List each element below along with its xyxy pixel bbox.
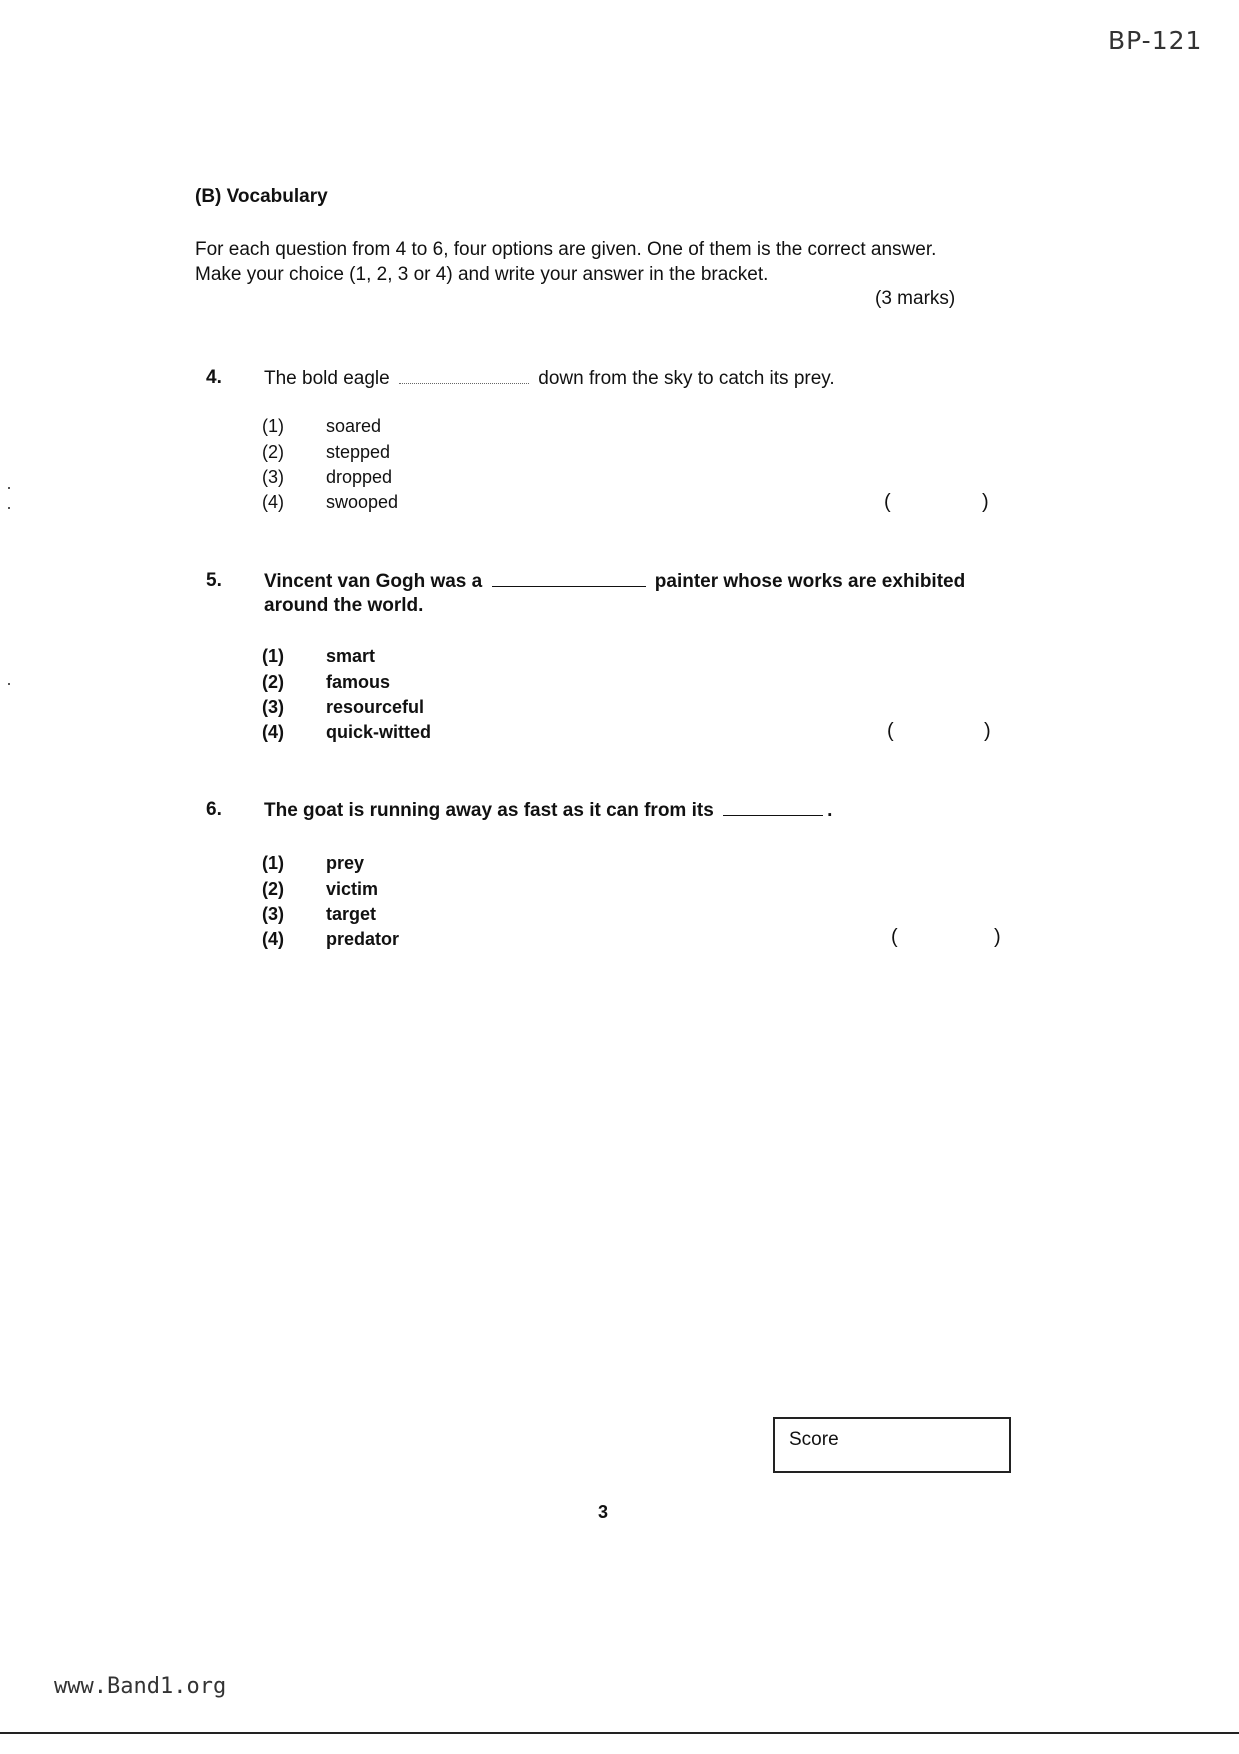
option-number: (2) (262, 442, 284, 462)
option-text: smart (326, 646, 376, 666)
option-number: (3) (262, 904, 284, 924)
question-5-text-before: Vincent van Gogh was a (264, 571, 483, 592)
score-label: Score (789, 1429, 839, 1450)
question-6-text-after: . (827, 800, 833, 821)
answer-bracket-close: ) (982, 491, 989, 513)
option-row (262, 877, 562, 902)
document-code: BP-121 (1108, 26, 1203, 55)
option-number: (3) (262, 697, 284, 717)
score-box[interactable] (773, 1417, 1011, 1473)
question-6-text-before: The goat is running away as fast as it can from its (264, 800, 714, 821)
option-number: (4) (262, 492, 284, 512)
option-text: resourceful (326, 697, 425, 717)
option-row (262, 695, 562, 720)
answer-bracket-close: ) (984, 720, 991, 742)
bottom-rule (0, 1732, 1239, 1734)
option-text: stepped (326, 442, 391, 462)
section-title: (B) Vocabulary (195, 186, 328, 207)
option-row (262, 720, 562, 745)
answer-space-6[interactable] (905, 927, 985, 951)
question-4-options (262, 414, 562, 518)
option-row (262, 644, 562, 669)
option-number: (3) (262, 467, 284, 487)
option-number: (2) (262, 672, 284, 692)
option-text: quick-witted (326, 722, 432, 742)
question-5-number: 5. (206, 570, 222, 591)
scan-mark (8, 507, 10, 509)
website-url: www.Band1.org (54, 1674, 227, 1699)
option-text: soared (326, 416, 382, 436)
scan-mark (8, 683, 10, 685)
question-5-blank[interactable] (492, 568, 646, 587)
marks-allocation: (3 marks) (875, 288, 956, 309)
question-4-blank[interactable] (399, 365, 529, 384)
question-6-options (262, 851, 562, 955)
option-number: (2) (262, 879, 284, 899)
answer-space-5[interactable] (901, 721, 977, 745)
option-text: swooped (326, 492, 399, 512)
option-number: (4) (262, 722, 284, 742)
option-text: victim (326, 879, 379, 899)
option-row (262, 670, 562, 695)
question-4-text-after: down from the sky to catch its prey. (538, 368, 835, 389)
option-text: dropped (326, 467, 393, 487)
option-text: target (326, 904, 377, 924)
option-row (262, 440, 562, 465)
question-4-number: 4. (206, 367, 222, 388)
option-number: (1) (262, 853, 284, 873)
option-text: famous (326, 672, 391, 692)
option-text: prey (326, 853, 365, 873)
option-row (262, 414, 562, 439)
question-5-options (262, 644, 562, 748)
option-row (262, 902, 562, 927)
question-6-blank[interactable] (723, 797, 823, 816)
option-number: (1) (262, 646, 284, 666)
answer-bracket-open: ( (891, 926, 898, 948)
scan-mark (8, 487, 10, 489)
answer-bracket-close: ) (994, 926, 1001, 948)
question-4-text-before: The bold eagle (264, 368, 390, 389)
question-6-text (264, 797, 832, 823)
question-5-text (264, 568, 1004, 618)
option-row (262, 465, 562, 490)
question-5-text-after: painter whose works are exhibited around the world. (264, 571, 966, 616)
option-number: (1) (262, 416, 284, 436)
option-text: predator (326, 929, 400, 949)
page-number: 3 (598, 1502, 609, 1522)
answer-bracket-open: ( (887, 720, 894, 742)
instructions: For each question from 4 to 6, four options are given. One of them is the correct answer. Make your choice (1, 2, 3 or 4) and write your answer in the bracket. (195, 239, 937, 285)
answer-bracket-open: ( (884, 491, 891, 513)
question-6-number: 6. (206, 799, 222, 820)
answer-space-4[interactable] (898, 492, 974, 516)
option-number: (4) (262, 929, 284, 949)
question-4-text (264, 365, 835, 391)
option-row (262, 490, 562, 515)
option-row (262, 851, 562, 876)
option-row (262, 927, 562, 952)
